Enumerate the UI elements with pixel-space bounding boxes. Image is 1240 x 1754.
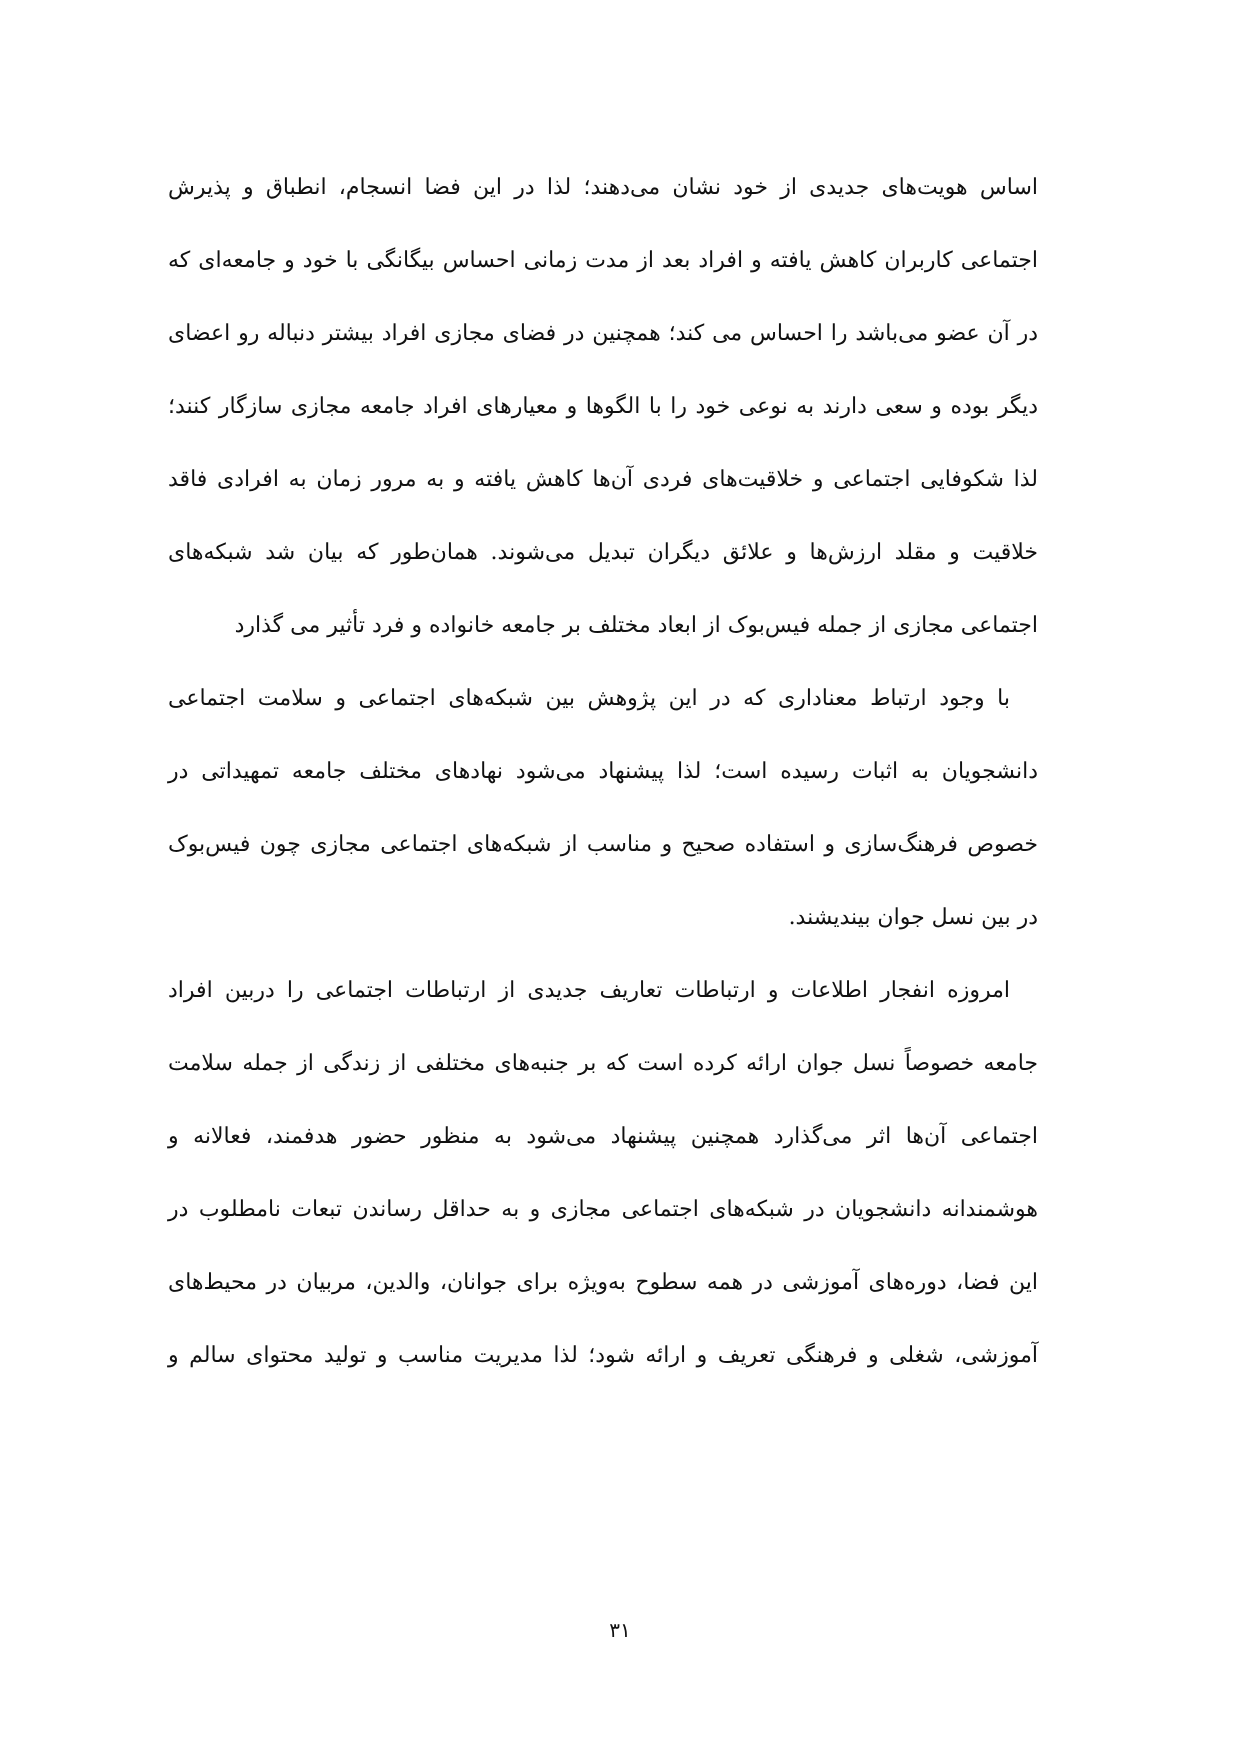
text-line: در آن عضو می‌باشد را احساس می کند؛ همچنین در فضای مجازی افراد بیشتر دنباله رو اعضای [168,321,1038,346]
text-line: اجتماعی مجازی از جمله فیس‌بوک از ابعاد مختلف بر جامعه خانواده و فرد تأثیر می گذارد [234,613,1038,638]
text-line: دیگر بوده و سعی دارند به نوعی خود را با الگوها و معیارهای افراد جامعه مجازی سازگار کنند؛ [168,394,1038,419]
text-line: جامعه خصوصاً نسل جوان ارائه کرده است که بر جنبه‌های مختلفی از زندگی از جمله سلامت [168,1051,1038,1076]
text-line: اجتماعی کاربران کاهش یافته و افراد بعد از مدت زمانی احساس بیگانگی با خود و جامعه‌ای که [168,248,1038,273]
text-line: اساس هویت‌های جدیدی از خود نشان می‌دهند؛ لذا در این فضا انسجام، انطباق و پذیرش [168,175,1038,200]
text-line: آموزشی، شغلی و فرهنگی تعریف و ارائه شود؛ لذا مدیریت مناسب و تولید محتوای سالم و [168,1343,1038,1368]
text-line: این فضا، دوره‌های آموزشی در همه سطوح به‌ویژه برای جوانان، والدین، مربیان در محیط‌های [168,1270,1038,1295]
text-line: در بین نسل جوان بیندیشند. [788,905,1038,930]
text-line: خلاقیت و مقلد ارزش‌ها و علائق دیگران تبدیل می‌شوند. همان‌طور که بیان شد شبکه‌های [168,540,1038,565]
text-line: خصوص فرهنگ‌سازی و استفاده صحیح و مناسب از شبکه‌های اجتماعی مجازی چون فیس‌بوک [168,832,1038,857]
page-number: ۳۱ [609,1618,631,1642]
text-line: اجتماعی آن‌ها اثر می‌گذارد همچنین پیشنهاد می‌شود به منظور حضور هدفمند، فعالانه و [168,1124,1038,1149]
text-line: با وجود ارتباط معناداری که در این پژوهش بین شبکه‌های اجتماعی و سلامت اجتماعی [168,686,1010,711]
text-line: لذا شکوفایی اجتماعی و خلاقیت‌های فردی آن‌ها کاهش یافته و به مرور زمان به افرادی فاقد [168,467,1038,492]
text-line: دانشجویان به اثبات رسیده است؛ لذا پیشنهاد می‌شود نهادهای مختلف جامعه تمهیداتی در [168,759,1038,784]
text-line: امروزه انفجار اطلاعات و ارتباطات تعاریف جدیدی از ارتباطات اجتماعی را دربین افراد [168,978,1010,1003]
text-line: هوشمندانه دانشجویان در شبکه‌های اجتماعی مجازی و به حداقل رساندن تبعات نامطلوب در [168,1197,1038,1222]
